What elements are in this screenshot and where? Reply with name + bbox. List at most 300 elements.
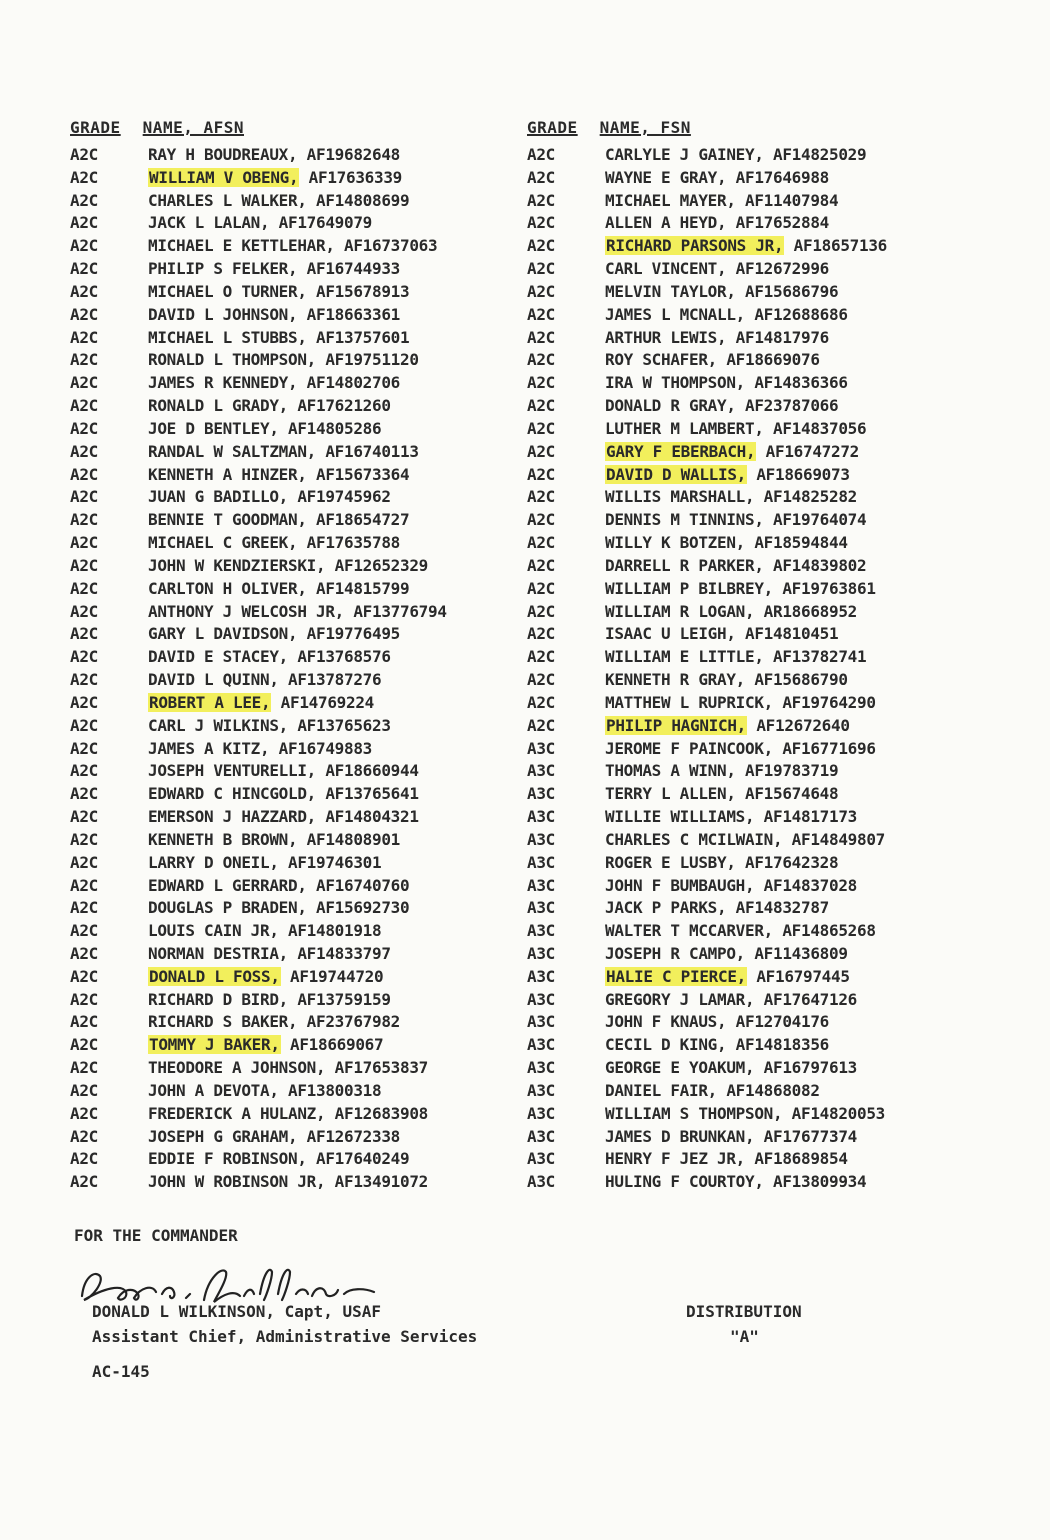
roster-row — [527, 509, 887, 532]
grade-cell: A2C — [70, 578, 98, 598]
name-cell: RICHARD S BAKER, AF23767982 — [148, 1012, 400, 1032]
grade-cell: A3C — [527, 807, 555, 827]
right-column — [527, 118, 887, 1194]
grade-cell: A2C — [70, 418, 98, 438]
name-cell: RAY H BOUDREAUX, AF19682648 — [148, 145, 400, 164]
name-cell: HULING F COURTOY, AF13809934 — [605, 1172, 867, 1192]
for-commander-line: FOR THE COMMANDER — [74, 1226, 238, 1245]
service-number: AF16797445 — [747, 966, 850, 986]
highlighted-name: HALIE C PIERCE, — [606, 966, 746, 986]
name-cell: GARY L DAVIDSON, AF19776495 — [148, 624, 400, 644]
grade-cell: A3C — [527, 966, 555, 986]
roster-row — [70, 235, 447, 258]
roster-row — [70, 829, 447, 852]
grade-cell: A3C — [527, 738, 555, 758]
name-cell: WILLIAM R LOGAN, AR18668952 — [605, 601, 857, 621]
service-number: AF19744720 — [280, 966, 384, 986]
roster-row — [70, 1148, 447, 1171]
roster-row — [527, 1011, 887, 1034]
grade-cell: A2C — [527, 441, 555, 461]
grade-cell: A3C — [527, 761, 555, 781]
name-cell: NORMAN DESTRIA, AF14833797 — [148, 943, 391, 963]
roster-row — [527, 395, 887, 418]
roster-row — [527, 304, 887, 327]
grade-cell: A2C — [70, 533, 98, 553]
grade-cell: A2C — [70, 304, 98, 324]
highlighted-name: DAVID D WALLIS, — [606, 464, 746, 484]
roster-row — [70, 623, 447, 646]
name-cell: JOSEPH VENTURELLI, AF18660944 — [148, 761, 419, 781]
roster-row — [527, 897, 887, 920]
grade-cell: A3C — [527, 1058, 555, 1078]
roster-row — [70, 441, 447, 464]
grade-cell: A2C — [70, 624, 98, 644]
grade-cell: A2C — [527, 350, 555, 370]
grade-cell: A2C — [70, 213, 98, 233]
grade-cell: A2C — [527, 715, 555, 735]
roster-row — [70, 989, 447, 1012]
name-cell: WAYNE E GRAY, AF17646988 — [605, 167, 829, 187]
name-cell: DANIEL FAIR, AF14868082 — [605, 1080, 820, 1100]
grade-cell: A2C — [527, 487, 555, 507]
grade-cell: A3C — [527, 1149, 555, 1169]
name-cell: CARL J WILKINS, AF13765623 — [148, 715, 391, 735]
distribution-value: "A" — [730, 1327, 759, 1346]
grade-cell: A2C — [527, 167, 555, 187]
name-cell: MICHAEL C GREEK, AF17635788 — [148, 533, 400, 553]
grade-cell: A3C — [527, 943, 555, 963]
grade-cell: A2C — [70, 555, 98, 575]
name-cell: WILLIAM S THOMPSON, AF14820053 — [605, 1103, 885, 1123]
name-cell: DENNIS M TINNINS, AF19764074 — [605, 510, 867, 530]
grade-cell: A2C — [70, 670, 98, 690]
left-name-header: NAME, AFSN — [142, 118, 244, 137]
roster-row — [527, 327, 887, 350]
grade-cell: A2C — [70, 738, 98, 758]
roster-row — [527, 601, 887, 624]
name-cell: GREGORY J LAMAR, AF17647126 — [605, 989, 857, 1009]
roster-row — [70, 601, 447, 624]
grade-cell: A2C — [527, 670, 555, 690]
name-cell: BENNIE T GOODMAN, AF18654727 — [148, 510, 410, 530]
grade-cell: A2C — [527, 692, 555, 712]
grade-cell: A2C — [70, 441, 98, 461]
grade-cell: A2C — [527, 259, 555, 279]
grade-cell: A3C — [527, 1080, 555, 1100]
grade-cell: A2C — [70, 829, 98, 849]
name-cell: ROY SCHAFER, AF18669076 — [605, 350, 820, 370]
grade-cell: A2C — [527, 464, 555, 484]
distribution-label: DISTRIBUTION — [686, 1302, 802, 1321]
grade-cell: A2C — [527, 304, 555, 324]
highlighted-name: RICHARD PARSONS JR, — [606, 236, 784, 256]
right-roster-list — [527, 144, 887, 1194]
roster-row — [527, 920, 887, 943]
roster-row — [70, 212, 447, 235]
roster-row — [70, 304, 447, 327]
name-cell: DARRELL R PARKER, AF14839802 — [605, 555, 867, 575]
grade-cell: A2C — [527, 578, 555, 598]
signer-title: Assistant Chief, Administrative Services — [92, 1327, 478, 1346]
highlighted-name: PHILIP HAGNICH, — [606, 715, 746, 735]
grade-cell: A2C — [70, 350, 98, 370]
name-cell: JAMES D BRUNKAN, AF17677374 — [605, 1126, 857, 1146]
left-column — [70, 118, 447, 1194]
roster-row — [70, 578, 447, 601]
roster-row — [527, 372, 887, 395]
roster-row — [70, 349, 447, 372]
roster-row — [70, 1080, 447, 1103]
left-column-header — [70, 118, 447, 144]
name-cell: JOE D BENTLEY, AF14805286 — [148, 418, 382, 438]
grade-cell: A2C — [70, 692, 98, 712]
name-cell: JOSEPH G GRAHAM, AF12672338 — [148, 1126, 400, 1146]
roster-row — [70, 715, 447, 738]
grade-cell: A2C — [70, 327, 98, 347]
roster-row — [70, 1103, 447, 1126]
name-cell: JAMES L MCNALL, AF12688686 — [605, 304, 848, 324]
grade-cell: A2C — [70, 236, 98, 256]
name-cell: MICHAEL MAYER, AF11407984 — [605, 190, 839, 210]
name-cell: KENNETH R GRAY, AF15686790 — [605, 670, 848, 690]
roster-row — [70, 966, 447, 989]
grade-cell: A2C — [70, 1012, 98, 1032]
service-number: AF18669067 — [280, 1035, 384, 1055]
roster-row — [527, 1080, 887, 1103]
roster-row — [70, 669, 447, 692]
roster-row — [70, 1057, 447, 1080]
name-cell: JEROME F PAINCOOK, AF16771696 — [605, 738, 876, 758]
name-cell: CARLTON H OLIVER, AF14815799 — [148, 578, 410, 598]
roster-row — [527, 1126, 887, 1149]
grade-cell: A2C — [70, 898, 98, 918]
name-cell: RONALD L GRADY, AF17621260 — [148, 396, 391, 416]
roster-row — [70, 418, 447, 441]
roster-row — [527, 418, 887, 441]
roster-row — [527, 1148, 887, 1171]
right-name-header: NAME, FSN — [599, 118, 691, 137]
grade-cell: A2C — [70, 464, 98, 484]
grade-cell: A2C — [70, 373, 98, 393]
name-cell: JOHN F KNAUS, AF12704176 — [605, 1012, 829, 1032]
name-cell: DAVID E STACEY, AF13768576 — [148, 647, 391, 667]
grade-cell: A2C — [527, 555, 555, 575]
roster-row — [70, 464, 447, 487]
roster-row — [70, 258, 447, 281]
grade-cell: A2C — [70, 1058, 98, 1078]
roster-row — [527, 760, 887, 783]
highlighted-name: ROBERT A LEE, — [149, 692, 271, 712]
name-cell: DONALD R GRAY, AF23787066 — [605, 396, 839, 416]
grade-cell: A3C — [527, 1126, 555, 1146]
grade-cell: A2C — [70, 989, 98, 1009]
name-cell: ROGER E LUSBY, AF17642328 — [605, 852, 839, 872]
grade-cell: A2C — [70, 807, 98, 827]
roster-row — [70, 692, 447, 715]
name-cell: LUTHER M LAMBERT, AF14837056 — [605, 418, 867, 438]
roster-row — [527, 852, 887, 875]
name-cell: TERRY L ALLEN, AF15674648 — [605, 784, 839, 804]
roster-row — [527, 349, 887, 372]
roster-row — [70, 738, 447, 761]
roster-row — [527, 669, 887, 692]
grade-cell: A3C — [527, 875, 555, 895]
name-cell: CARLYLE J GAINEY, AF14825029 — [605, 145, 867, 164]
grade-cell: A2C — [527, 213, 555, 233]
roster-row — [527, 464, 887, 487]
name-cell: ISAAC U LEIGH, AF14810451 — [605, 624, 839, 644]
service-number: AF17636339 — [299, 167, 402, 187]
grade-cell: A3C — [527, 829, 555, 849]
left-grade-header: GRADE — [70, 118, 121, 137]
roster-row — [70, 1126, 447, 1149]
grade-cell: A3C — [527, 852, 555, 872]
service-number: AF16747272 — [756, 441, 859, 461]
grade-cell: A2C — [70, 487, 98, 507]
name-cell: EDWARD C HINCGOLD, AF13765641 — [148, 784, 419, 804]
roster-row — [70, 372, 447, 395]
grade-cell: A3C — [527, 1012, 555, 1032]
grade-cell: A2C — [70, 1035, 98, 1055]
roster-row — [70, 760, 447, 783]
name-cell: JAMES R KENNEDY, AF14802706 — [148, 373, 400, 393]
name-cell: CHARLES L WALKER, AF14808699 — [148, 190, 410, 210]
name-cell: MATTHEW L RUPRICK, AF19764290 — [605, 692, 876, 712]
grade-cell: A2C — [70, 1103, 98, 1123]
grade-cell: A2C — [527, 327, 555, 347]
name-cell: PHILIP S FELKER, AF16744933 — [148, 259, 400, 279]
grade-cell: A2C — [70, 190, 98, 210]
roster-row — [70, 897, 447, 920]
roster-row — [70, 1011, 447, 1034]
roster-row — [70, 943, 447, 966]
grade-cell: A2C — [70, 1149, 98, 1169]
grade-cell: A2C — [527, 533, 555, 553]
name-cell: ALLEN A HEYD, AF17652884 — [605, 213, 829, 233]
name-cell: JACK L LALAN, AF17649079 — [148, 213, 372, 233]
right-grade-header: GRADE — [527, 118, 578, 137]
name-cell: DAVID L QUINN, AF13787276 — [148, 670, 382, 690]
name-cell: RANDAL W SALTZMAN, AF16740113 — [148, 441, 419, 461]
roster-row — [527, 692, 887, 715]
roster-row — [527, 258, 887, 281]
roster-row — [527, 715, 887, 738]
service-number: AF18669073 — [747, 464, 850, 484]
roster-row — [527, 190, 887, 213]
roster-row — [70, 806, 447, 829]
grade-cell: A2C — [527, 396, 555, 416]
roster-row — [527, 875, 887, 898]
roster-row — [527, 486, 887, 509]
grade-cell: A3C — [527, 1035, 555, 1055]
grade-cell: A2C — [70, 921, 98, 941]
grade-cell: A2C — [70, 167, 98, 187]
highlighted-name: TOMMY J BAKER, — [149, 1035, 280, 1055]
name-cell: EDWARD L GERRARD, AF16740760 — [148, 875, 410, 895]
right-column-header — [527, 118, 887, 144]
name-cell: DAVID L JOHNSON, AF18663361 — [148, 304, 400, 324]
grade-cell: A2C — [527, 373, 555, 393]
roster-row — [527, 1057, 887, 1080]
signature — [74, 1258, 454, 1308]
grade-cell: A2C — [527, 418, 555, 438]
grade-cell: A2C — [527, 236, 555, 256]
roster-row — [70, 509, 447, 532]
name-cell: KENNETH B BROWN, AF14808901 — [148, 829, 400, 849]
grade-cell: A2C — [527, 145, 555, 164]
roster-row — [70, 1034, 447, 1057]
name-cell: WALTER T MCCARVER, AF14865268 — [605, 921, 876, 941]
name-cell: JAMES A KITZ, AF16749883 — [148, 738, 372, 758]
name-cell: WILLIAM E LITTLE, AF13782741 — [605, 647, 867, 667]
grade-cell: A2C — [70, 259, 98, 279]
roster-row — [70, 327, 447, 350]
grade-cell: A2C — [527, 624, 555, 644]
roster-row — [527, 578, 887, 601]
name-cell: IRA W THOMPSON, AF14836366 — [605, 373, 848, 393]
grade-cell: A2C — [70, 1080, 98, 1100]
roster-row — [527, 281, 887, 304]
grade-cell: A3C — [527, 784, 555, 804]
name-cell: FREDERICK A HULANZ, AF12683908 — [148, 1103, 428, 1123]
name-cell: CARL VINCENT, AF12672996 — [605, 259, 829, 279]
name-cell: ARTHUR LEWIS, AF14817976 — [605, 327, 829, 347]
roster-row — [527, 532, 887, 555]
name-cell: MICHAEL L STUBBS, AF13757601 — [148, 327, 410, 347]
grade-cell: A2C — [70, 715, 98, 735]
roster-row — [527, 989, 887, 1012]
left-roster-list — [70, 144, 447, 1194]
name-cell: WILLIS MARSHALL, AF14825282 — [605, 487, 857, 507]
grade-cell: A2C — [527, 601, 555, 621]
roster-row — [70, 783, 447, 806]
grade-cell: A2C — [70, 761, 98, 781]
grade-cell: A2C — [70, 396, 98, 416]
service-number: AF18657136 — [784, 236, 887, 256]
name-cell: MELVIN TAYLOR, AF15686796 — [605, 281, 839, 301]
grade-cell: A3C — [527, 1172, 555, 1192]
name-cell: RONALD L THOMPSON, AF19751120 — [148, 350, 419, 370]
name-cell: EMERSON J HAZZARD, AF14804321 — [148, 807, 419, 827]
highlighted-name: DONALD L FOSS, — [149, 966, 280, 986]
grade-cell: A2C — [70, 647, 98, 667]
name-cell: WILLIAM P BILBREY, AF19763861 — [605, 578, 876, 598]
grade-cell: A2C — [527, 190, 555, 210]
name-cell: CECIL D KING, AF14818356 — [605, 1035, 829, 1055]
grade-cell: A2C — [70, 510, 98, 530]
roster-row — [70, 395, 447, 418]
name-cell: LOUIS CAIN JR, AF14801918 — [148, 921, 382, 941]
roster-row — [70, 646, 447, 669]
roster-row — [70, 532, 447, 555]
name-cell: RICHARD D BIRD, AF13759159 — [148, 989, 391, 1009]
roster-row — [70, 190, 447, 213]
name-cell: JOHN F BUMBAUGH, AF14837028 — [605, 875, 857, 895]
roster-row — [527, 167, 887, 190]
roster-row — [70, 144, 447, 167]
grade-cell: A3C — [527, 898, 555, 918]
roster-row — [70, 920, 447, 943]
grade-cell: A2C — [70, 1172, 98, 1192]
grade-cell: A2C — [70, 1126, 98, 1146]
service-number: AF14769224 — [271, 692, 374, 712]
highlighted-name: WILLIAM V OBENG, — [149, 167, 299, 187]
name-cell: DOUGLAS P BRADEN, AF15692730 — [148, 898, 410, 918]
roster-row — [527, 235, 887, 258]
roster-row — [527, 783, 887, 806]
grade-cell: A3C — [527, 921, 555, 941]
name-cell: LARRY D ONEIL, AF19746301 — [148, 852, 382, 872]
grade-cell: A2C — [70, 281, 98, 301]
grade-cell: A2C — [70, 784, 98, 804]
name-cell: JOHN W KENDZIERSKI, AF12652329 — [148, 555, 428, 575]
roster-row — [527, 212, 887, 235]
roster-row — [527, 1103, 887, 1126]
name-cell: JACK P PARKS, AF14832787 — [605, 898, 829, 918]
name-cell: JOSEPH R CAMPO, AF11436809 — [605, 943, 848, 963]
roster-row — [527, 1034, 887, 1057]
name-cell: JOHN A DEVOTA, AF13800318 — [148, 1080, 382, 1100]
roster-row — [70, 281, 447, 304]
name-cell: WILLIE WILLIAMS, AF14817173 — [605, 807, 857, 827]
grade-cell: A2C — [527, 647, 555, 667]
roster-row — [527, 1171, 887, 1194]
name-cell: HENRY F JEZ JR, AF18689854 — [605, 1149, 848, 1169]
name-cell: GEORGE E YOAKUM, AF16797613 — [605, 1058, 857, 1078]
document-code: AC-145 — [92, 1362, 150, 1381]
grade-cell: A2C — [70, 966, 98, 986]
name-cell: MICHAEL O TURNER, AF15678913 — [148, 281, 410, 301]
grade-cell: A2C — [70, 852, 98, 872]
grade-cell: A2C — [70, 943, 98, 963]
name-cell: MICHAEL E KETTLEHAR, AF16737063 — [148, 236, 438, 256]
grade-cell: A3C — [527, 1103, 555, 1123]
roster-row — [527, 144, 887, 167]
grade-cell: A2C — [527, 510, 555, 530]
roster-row — [527, 738, 887, 761]
grade-cell: A3C — [527, 989, 555, 1009]
roster-row — [527, 806, 887, 829]
name-cell: EDDIE F ROBINSON, AF17640249 — [148, 1149, 410, 1169]
roster-row — [70, 875, 447, 898]
service-number: AF12672640 — [747, 715, 850, 735]
roster-row — [70, 167, 447, 190]
roster-row — [527, 623, 887, 646]
name-cell: JOHN W ROBINSON JR, AF13491072 — [148, 1172, 428, 1192]
roster-row — [70, 1171, 447, 1194]
name-cell: THEODORE A JOHNSON, AF17653837 — [148, 1058, 428, 1078]
roster-row — [70, 555, 447, 578]
roster-row — [70, 486, 447, 509]
name-cell: KENNETH A HINZER, AF15673364 — [148, 464, 410, 484]
roster-row — [527, 646, 887, 669]
grade-cell: A2C — [70, 601, 98, 621]
name-cell: JUAN G BADILLO, AF19745962 — [148, 487, 391, 507]
name-cell: ANTHONY J WELCOSH JR, AF13776794 — [148, 601, 447, 621]
roster-row — [527, 829, 887, 852]
roster-row — [527, 555, 887, 578]
roster-row — [527, 943, 887, 966]
roster-row — [527, 966, 887, 989]
signer-name: DONALD L WILKINSON, Capt, USAF — [92, 1302, 381, 1321]
name-cell: CHARLES C MCILWAIN, AF14849807 — [605, 829, 885, 849]
grade-cell: A2C — [70, 145, 98, 164]
roster-row — [70, 852, 447, 875]
name-cell: THOMAS A WINN, AF19783719 — [605, 761, 839, 781]
grade-cell: A2C — [527, 281, 555, 301]
roster-row — [527, 441, 887, 464]
name-cell: WILLY K BOTZEN, AF18594844 — [605, 533, 848, 553]
